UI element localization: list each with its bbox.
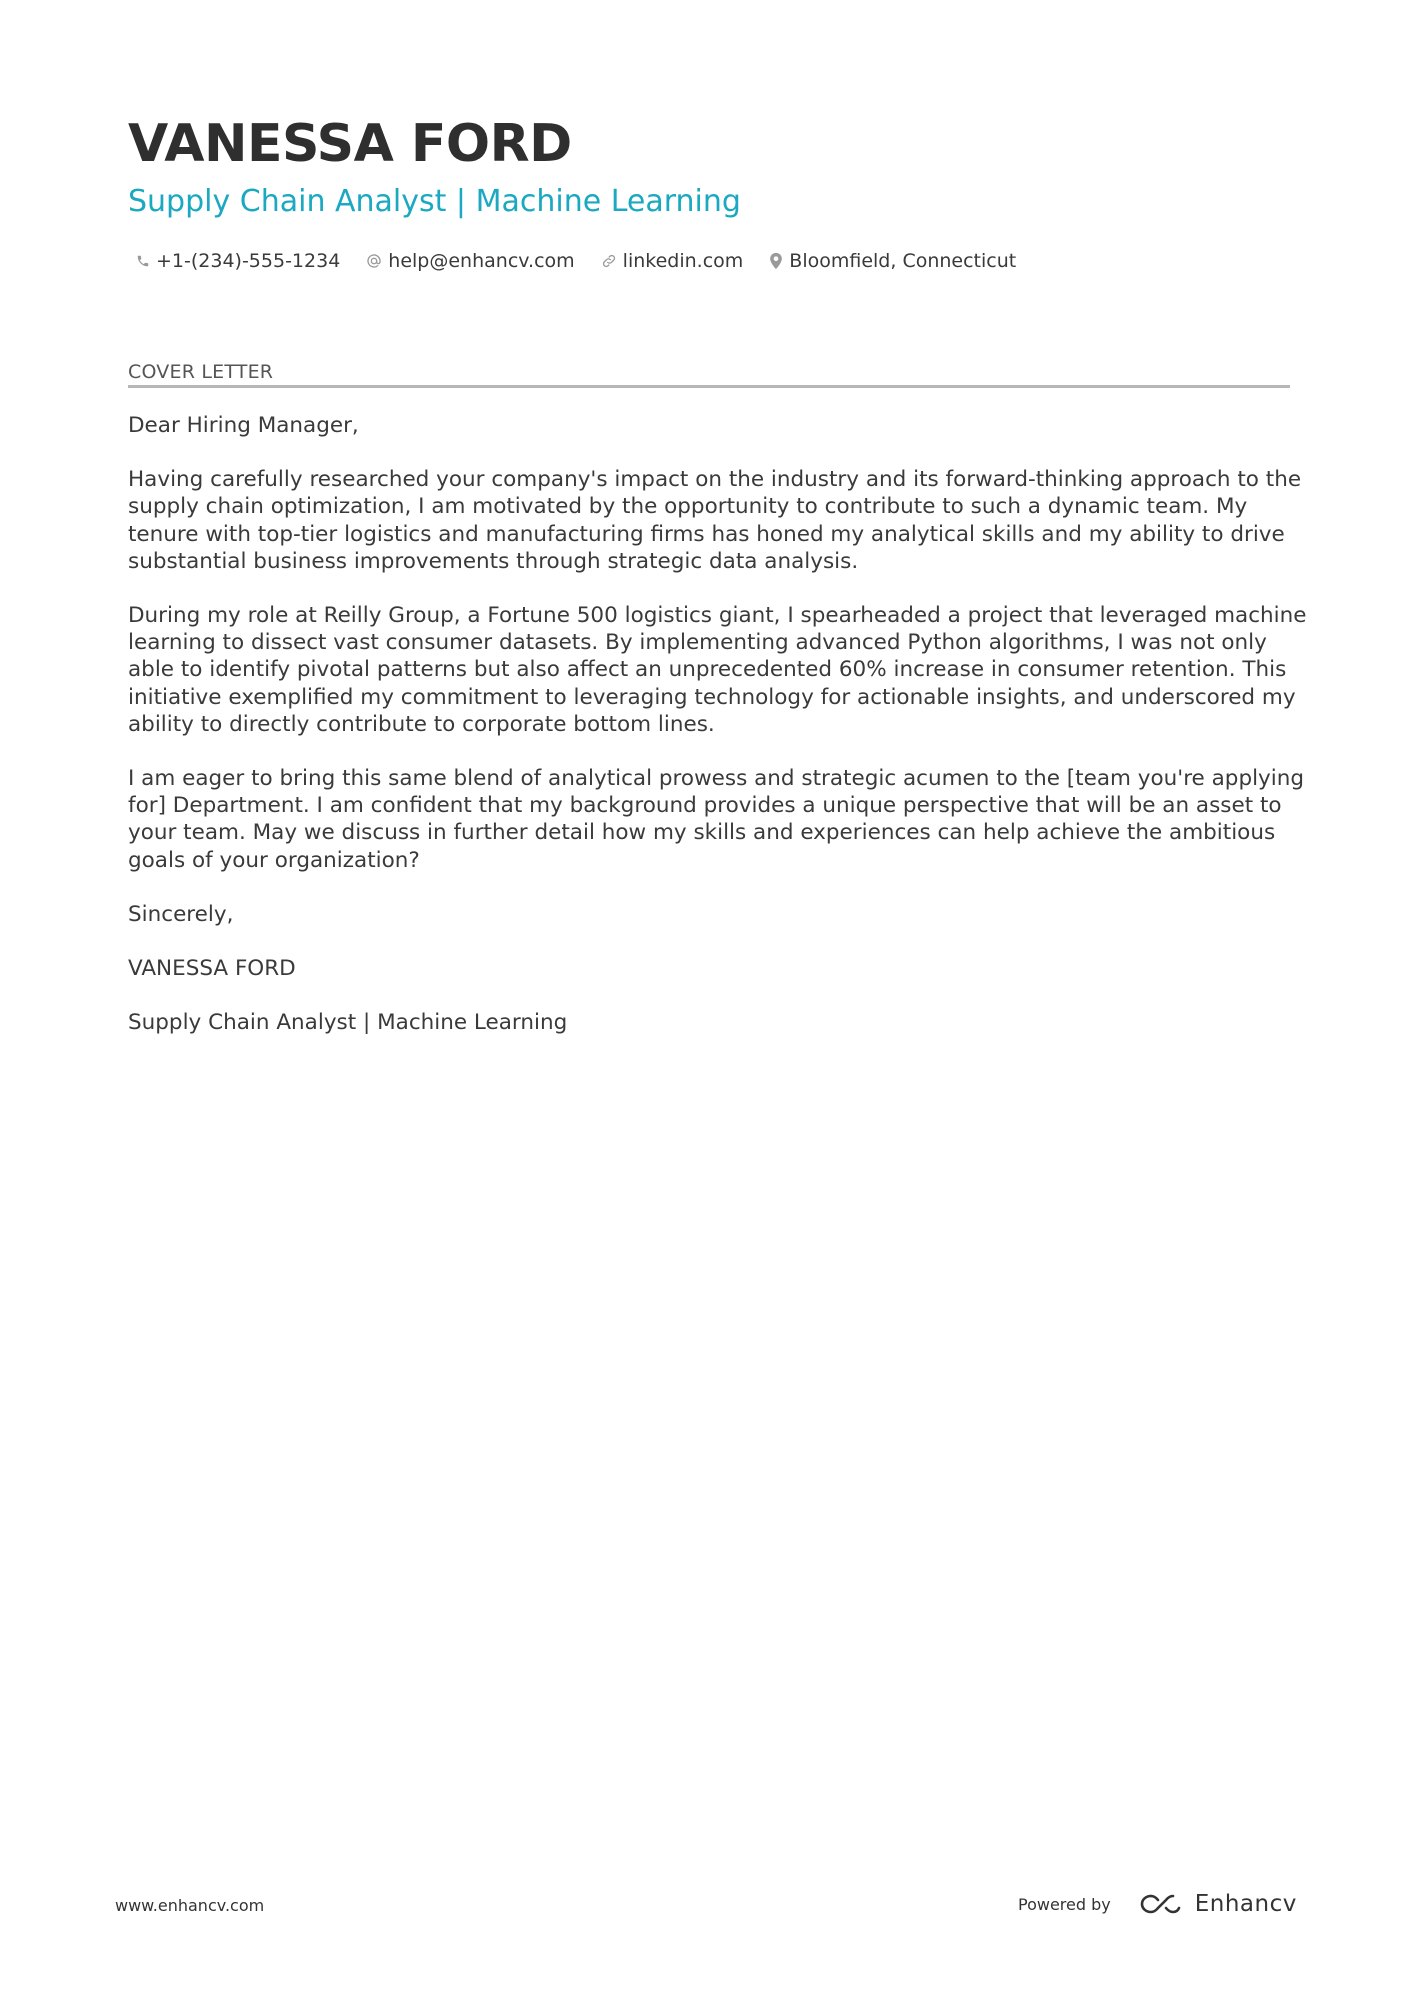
enhancv-logo[interactable] [1137,1891,1297,1917]
section-divider [128,385,1290,388]
letter-body [128,412,1307,1063]
candidate-name: VANESSA FORD [128,114,572,174]
section-title: COVER LETTER [128,361,274,383]
contact-website [601,250,744,272]
salutation: Dear Hiring Manager, [128,413,359,438]
letter-paragraph [128,466,1302,575]
paragraph-line: goals of your organization? [128,847,420,873]
paragraph-line: for] Department. I am confident that my background provides a unique perspective that will be an asset to [128,793,1282,819]
at-icon [366,253,382,269]
website-text: linkedin.com [622,250,744,272]
paragraph-line: substantial business improvements through strategic data analysis. [128,548,859,574]
link-icon [601,253,617,269]
paragraph-line: I am eager to bring this same blend of analytical prowess and strategic acumen to the [team you're applying [128,766,1305,792]
footer-website[interactable]: www.enhancv.com [115,1896,265,1915]
contact-email [366,250,574,272]
paragraph-line: Having carefully researched your company's impact on the industry and its forward-thinking approach to the [128,467,1302,493]
powered-by-text: Powered by [1018,1894,1111,1914]
contact-phone [136,250,340,272]
letter-paragraph [128,602,1307,738]
footer-branding [1018,1882,1297,1926]
letter-paragraph [128,765,1305,874]
paragraph-line: learning to dissect vast consumer datasets. By implementing advanced Python algorithms, I was not only [128,630,1267,656]
paragraph-line: tenure with top-tier logistics and manufacturing firms has honed my analytical skills and my ability to drive [128,521,1285,547]
paragraph-line: supply chain optimization, I am motivated by the opportunity to contribute to such a dynamic team. My [128,494,1248,520]
paragraph-line: ability to directly contribute to corporate bottom lines. [128,711,715,737]
contact-location [769,250,1016,272]
signature-title: Supply Chain Analyst | Machine Learning [128,1010,568,1036]
phone-text: +1-(234)-555-1234 [156,250,341,272]
closing: Sincerely, [128,901,234,927]
brand-name: Enhancv [1194,1891,1297,1917]
map-pin-icon [769,252,783,270]
candidate-headline: Supply Chain Analyst | Machine Learning [128,184,741,219]
email-text: help@enhancv.com [388,250,575,272]
location-text: Bloomfield, Connecticut [789,250,1017,272]
enhancv-logo-icon [1137,1892,1183,1916]
paragraph-line: able to identify pivotal patterns but also affect an unprecedented 60% increase in consumer retention. This [128,657,1287,683]
contact-row [136,246,1042,276]
paragraph-line: your team. May we discuss in further detail how my skills and experiences can help achieve the ambitious [128,820,1276,846]
paragraph-line: initiative exemplified my commitment to leveraging technology for actionable insights, and underscored my [128,684,1296,710]
phone-icon [136,254,150,268]
signature-name: VANESSA FORD [128,956,296,982]
paragraph-line: During my role at Reilly Group, a Fortune 500 logistics giant, I spearheaded a project that leveraged machine [128,603,1307,629]
